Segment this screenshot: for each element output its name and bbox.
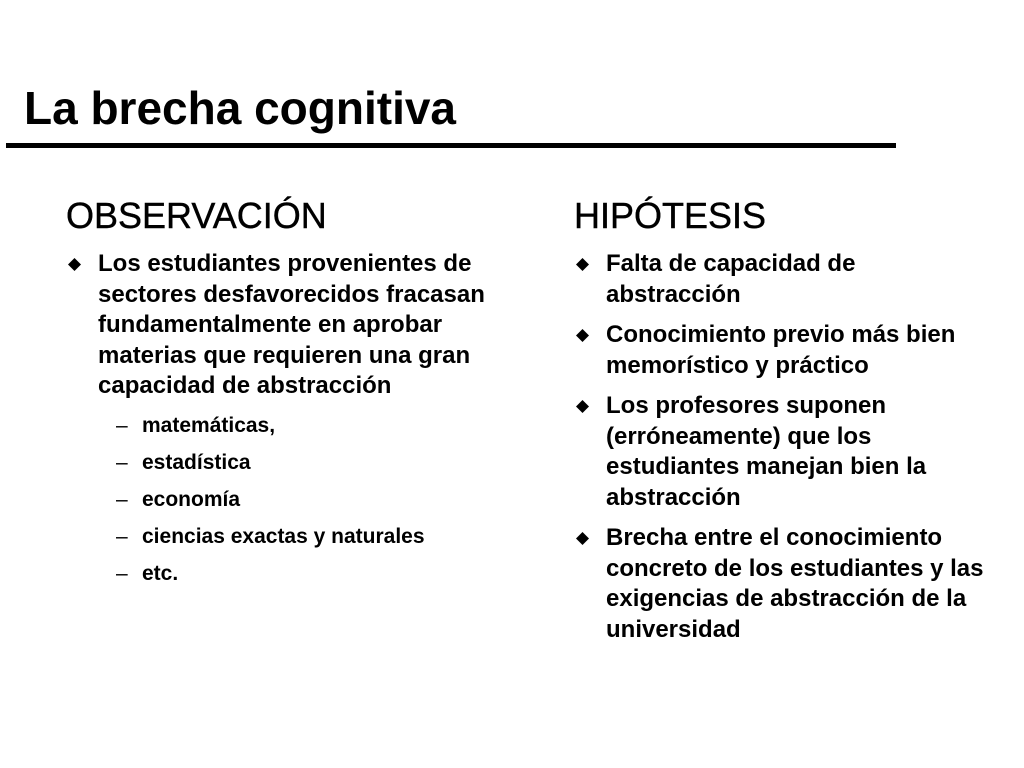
diamond-bullet-icon [576, 258, 589, 271]
slide-title: La brecha cognitiva [24, 82, 457, 134]
diamond-bullet-icon [576, 400, 589, 413]
hipotesis-bullet-text: Brecha entre el conocimiento concreto de los estudiantes y las exigencias de abstracción de la universidad [606, 524, 984, 643]
observacion-bullet-text: Los estudiantes provenientes de sectores desfavorecidos fracasan fundamentalmente en aprobar materias que requieren una gran capacidad de abstracción [98, 250, 485, 399]
dash-bullet-icon: – [116, 524, 128, 548]
title-underline [6, 143, 896, 148]
subitem-text: matemáticas, [142, 413, 276, 437]
observacion-subitem [98, 449, 526, 476]
observacion-subitem-list [98, 412, 526, 587]
observacion-subitem [98, 412, 526, 439]
hipotesis-bullet [574, 320, 994, 381]
hipotesis-column [574, 195, 994, 655]
diamond-bullet-icon [68, 258, 81, 271]
subitem-text: ciencias exactas y naturales [142, 524, 425, 548]
hipotesis-bullet-text: Los profesores suponen (erróneamente) que los estudiantes manejan bien la abstracción [606, 392, 927, 511]
hipotesis-bullet [574, 249, 994, 310]
diamond-bullet-icon [576, 532, 589, 545]
observacion-heading: OBSERVACIÓN [66, 195, 327, 236]
hipotesis-bullet-text: Conocimiento previo más bien memorístico y práctico [606, 321, 956, 379]
hipotesis-heading: HIPÓTESIS [574, 195, 767, 236]
observacion-bullet-list [66, 249, 526, 587]
diamond-bullet-icon [576, 329, 589, 342]
observacion-column [66, 195, 526, 597]
subitem-text: etc. [142, 561, 179, 585]
subitem-text: estadística [142, 450, 251, 474]
dash-bullet-icon: – [116, 413, 128, 437]
dash-bullet-icon: – [116, 450, 128, 474]
dash-bullet-icon: – [116, 561, 128, 585]
observacion-bullet [66, 249, 526, 587]
hipotesis-bullet-list [574, 249, 994, 645]
hipotesis-bullet [574, 391, 994, 513]
hipotesis-bullet-text: Falta de capacidad de abstracción [606, 250, 856, 308]
dash-bullet-icon: – [116, 487, 128, 511]
observacion-subitem [98, 523, 526, 550]
subitem-text: economía [142, 487, 241, 511]
observacion-subitem [98, 486, 526, 513]
hipotesis-bullet [574, 523, 994, 645]
observacion-subitem [98, 560, 526, 587]
